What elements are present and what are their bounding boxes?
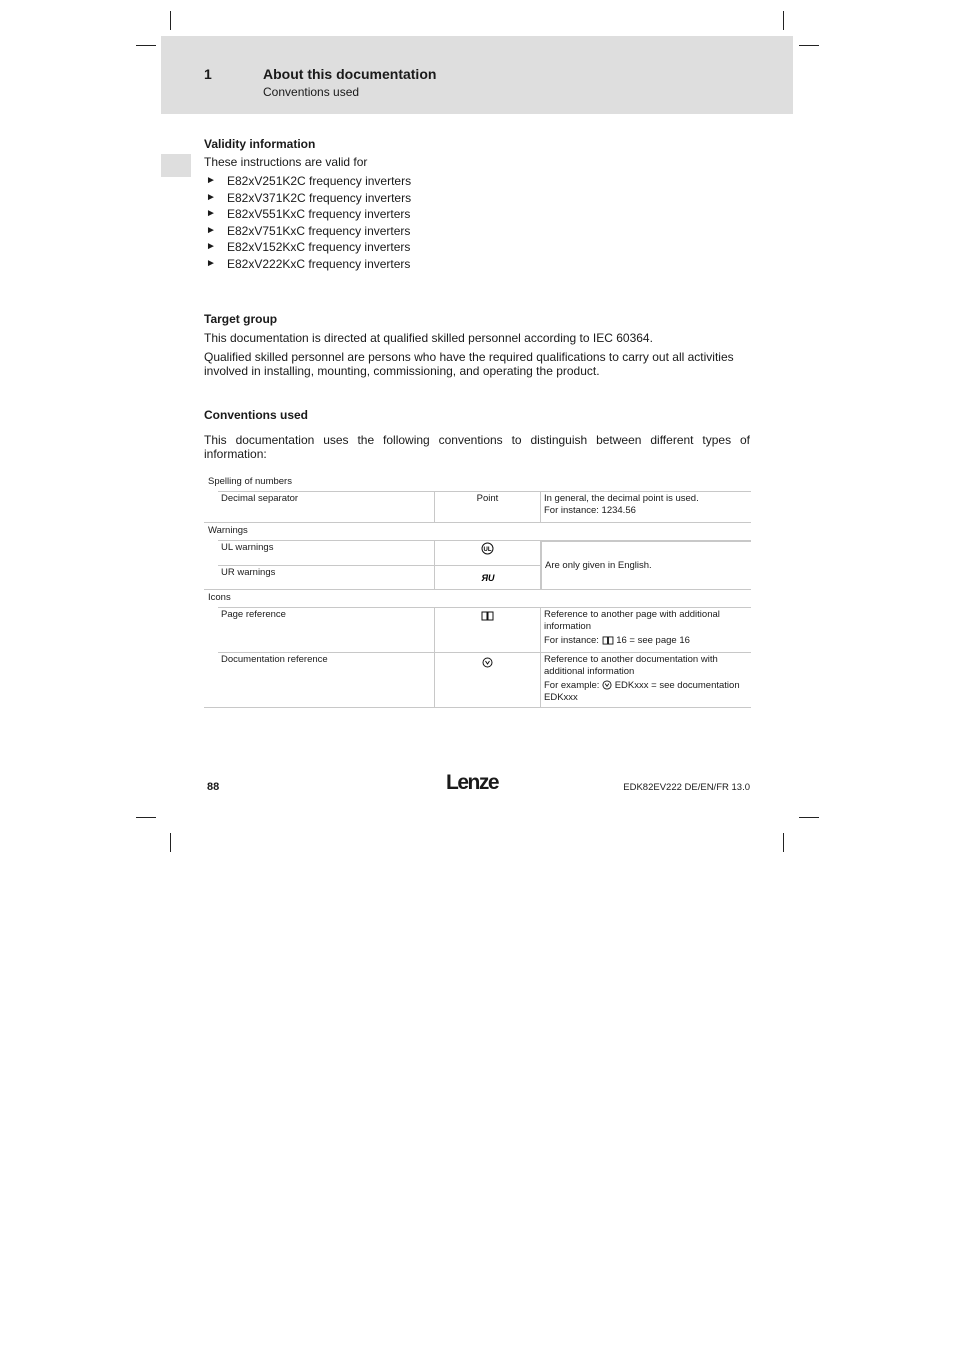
svg-text:UL: UL xyxy=(483,547,492,553)
lenze-logo: Lenze xyxy=(446,771,499,794)
bullet-arrow-icon: ► xyxy=(206,241,216,253)
target-group-heading: Target group xyxy=(204,312,278,326)
row-name: UL warnings xyxy=(218,541,435,565)
bullet-arrow-icon: ► xyxy=(206,208,216,220)
table-bottom-rule xyxy=(204,707,751,708)
bullet-arrow-icon: ► xyxy=(206,191,216,203)
validity-section xyxy=(204,137,750,273)
conventions-heading: Conventions used xyxy=(204,408,309,422)
crop-mark xyxy=(170,11,171,30)
book-icon xyxy=(602,636,614,645)
target-group-para1: This documentation is directed at qualified skilled personnel according to IEC 60364. xyxy=(204,331,653,345)
table-row xyxy=(218,652,751,707)
table-row xyxy=(218,491,751,522)
row-symbol xyxy=(435,608,541,652)
warnings-description: Are only given in English. xyxy=(541,541,751,589)
crop-mark xyxy=(136,817,156,818)
row-symbol xyxy=(435,653,541,707)
svg-text:ЯU: ЯU xyxy=(480,573,495,583)
row-description: In general, the decimal point is used. For instance: 1234.56 xyxy=(544,493,699,516)
ur-mark-icon xyxy=(481,573,495,583)
bullet-arrow-icon: ► xyxy=(206,257,216,269)
bullet-arrow-icon: ► xyxy=(206,224,216,236)
document-code: EDK82EV222 DE/EN/FR 13.0 xyxy=(623,782,750,793)
group-label-numbers: Spelling of numbers xyxy=(208,476,292,487)
book-icon xyxy=(481,611,494,621)
target-group-section xyxy=(204,312,750,378)
row-name: Decimal separator xyxy=(218,492,435,522)
crop-mark xyxy=(799,45,819,46)
list-item: ► E82xV371K2C frequency inverters xyxy=(206,190,412,205)
conventions-section xyxy=(204,408,750,461)
list-item: ► E82xV751KxC frequency inverters xyxy=(206,223,411,238)
group-label-icons: Icons xyxy=(204,589,751,607)
list-item: ► E82xV152KxC frequency inverters xyxy=(206,240,411,255)
crop-mark xyxy=(136,45,156,46)
chapter-number: 1 xyxy=(204,66,212,82)
row-symbol xyxy=(435,541,541,565)
crop-mark xyxy=(799,817,819,818)
side-tab-marker xyxy=(161,154,191,177)
conventions-table xyxy=(204,474,751,708)
crop-mark xyxy=(783,11,784,30)
row-name: Documentation reference xyxy=(218,653,435,707)
row-description: Reference to another documentation with additional information For example: EDKxxx = see documentation EDKxxx xyxy=(544,654,740,703)
inverter-list xyxy=(204,173,750,273)
row-symbol xyxy=(435,566,541,589)
conventions-intro: This documentation uses the following conventions to distinguish between different types of information: xyxy=(204,433,750,461)
target-group-para2: Qualified skilled personnel are persons who have the required qualifications to carry out all activities involved in installing, mounting, commissioning, and operating the product. xyxy=(204,350,734,378)
table-row xyxy=(218,607,751,652)
validity-intro: These instructions are valid for xyxy=(204,155,368,169)
ul-mark-icon xyxy=(481,542,494,555)
page-number: 88 xyxy=(207,781,220,793)
list-item: ► E82xV551KxC frequency inverters xyxy=(206,207,411,222)
row-name: Page reference xyxy=(218,608,435,652)
documentation-reference-icon xyxy=(482,657,493,668)
chapter-title: About this documentation xyxy=(263,66,437,82)
row-name: UR warnings xyxy=(218,566,435,589)
bullet-arrow-icon: ► xyxy=(206,175,216,186)
list-item: ► E82xV222KxC frequency inverters xyxy=(206,256,411,271)
chapter-header xyxy=(161,36,793,114)
list-item: ► E82xV251K2C frequency inverters xyxy=(206,174,412,188)
documentation-reference-icon xyxy=(602,680,612,690)
chapter-subtitle: Conventions used xyxy=(263,85,360,99)
row-description: Reference to another page with additional information For instance: 16 = see page 16 xyxy=(544,609,720,646)
warnings-block xyxy=(204,540,751,589)
crop-mark xyxy=(783,833,784,852)
row-symbol: Point xyxy=(435,492,541,522)
group-label-warnings: Warnings xyxy=(204,522,751,540)
crop-mark xyxy=(170,833,171,852)
validity-heading: Validity information xyxy=(204,137,316,151)
